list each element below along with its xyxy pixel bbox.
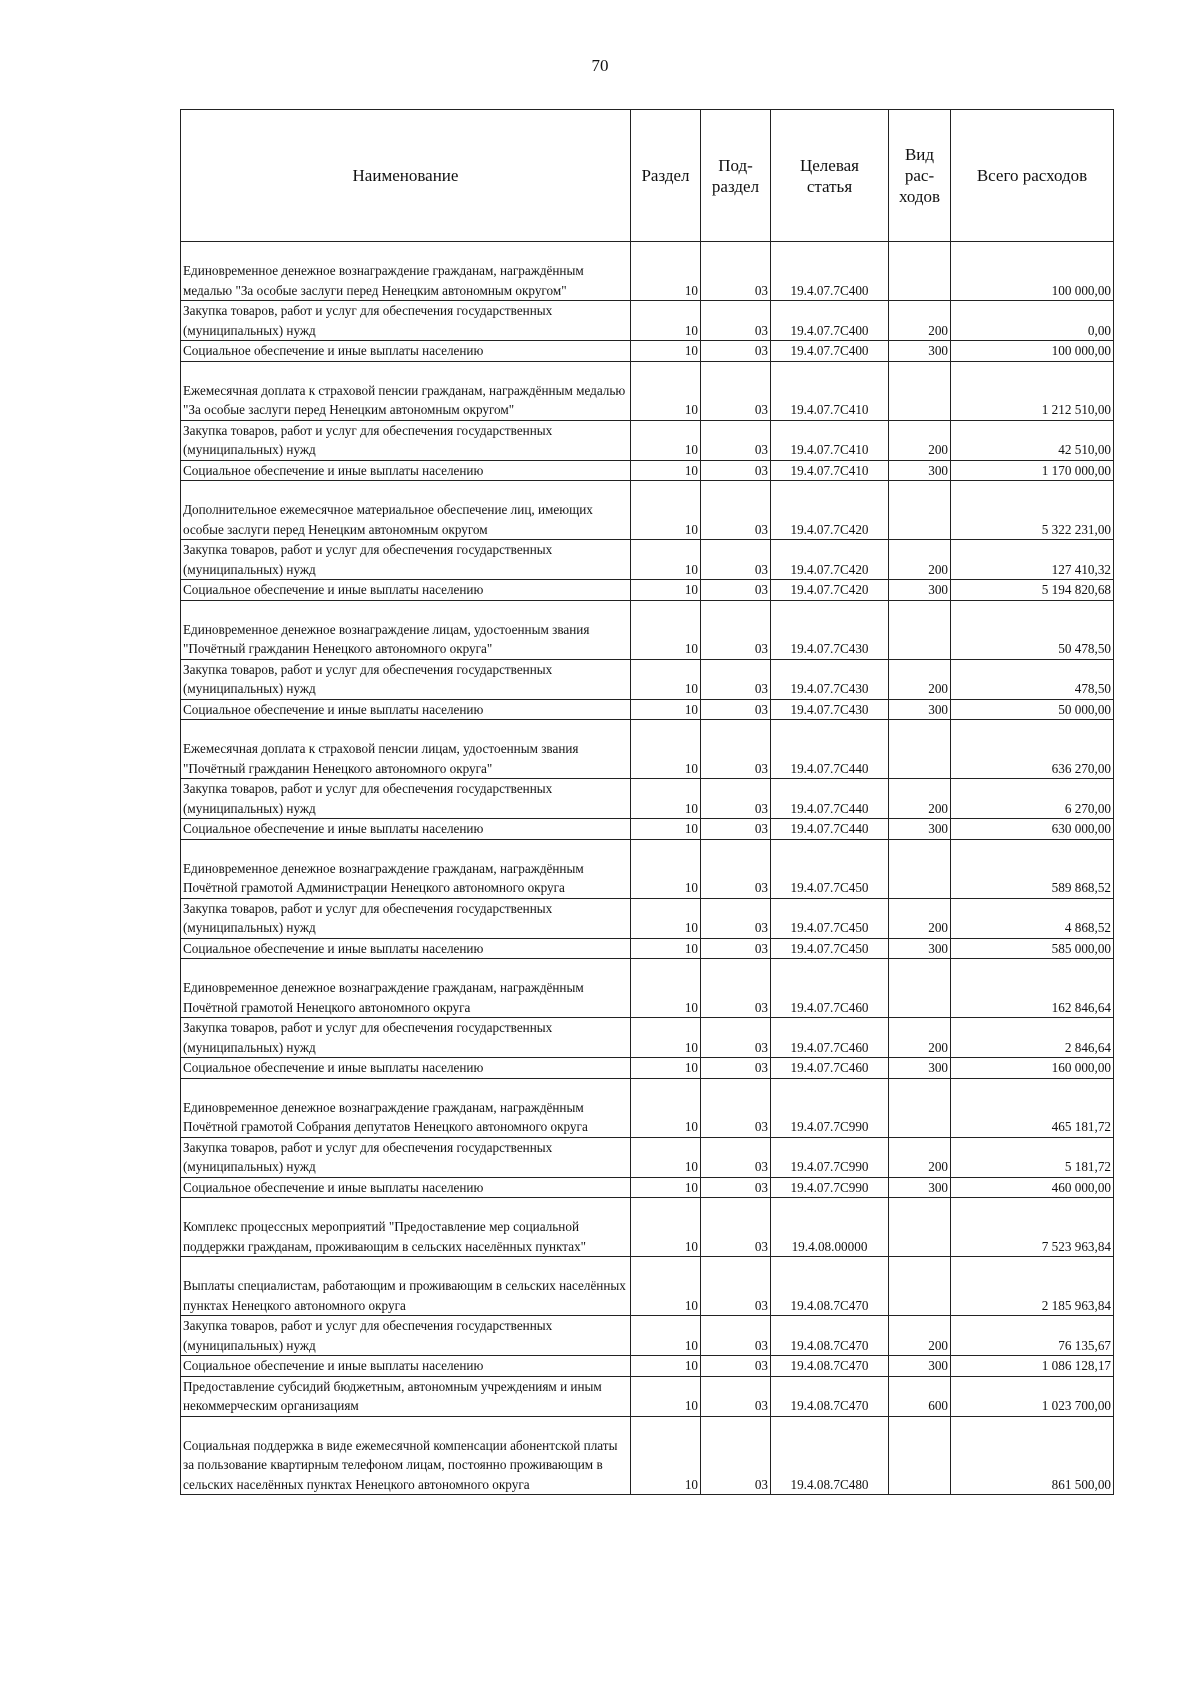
row-total: 465 181,72 xyxy=(951,1078,1114,1137)
table-body xyxy=(181,242,1114,1495)
table-row xyxy=(181,839,1114,898)
row-section: 10 xyxy=(631,301,701,341)
table-row xyxy=(181,1078,1114,1137)
row-target-article: 19.4.07.7С450 xyxy=(771,839,889,898)
row-expense-kind: 300 xyxy=(889,699,951,720)
row-section: 10 xyxy=(631,1137,701,1177)
row-total: 460 000,00 xyxy=(951,1177,1114,1198)
row-section: 10 xyxy=(631,938,701,959)
row-target-article: 19.4.07.7С450 xyxy=(771,938,889,959)
row-subsection: 03 xyxy=(701,540,771,580)
row-target-article: 19.4.07.7С400 xyxy=(771,242,889,301)
row-total: 50 478,50 xyxy=(951,600,1114,659)
row-total: 589 868,52 xyxy=(951,839,1114,898)
row-target-article: 19.4.08.7С470 xyxy=(771,1257,889,1316)
table-row xyxy=(181,341,1114,362)
row-target-article: 19.4.08.7С480 xyxy=(771,1416,889,1495)
row-subsection: 03 xyxy=(701,1018,771,1058)
row-subsection: 03 xyxy=(701,242,771,301)
row-expense-kind: 200 xyxy=(889,301,951,341)
row-total: 0,00 xyxy=(951,301,1114,341)
row-expense-kind: 300 xyxy=(889,1356,951,1377)
row-name: Закупка товаров, работ и услуг для обеспечения государственных (муниципальных) нужд xyxy=(181,1137,631,1177)
row-name: Закупка товаров, работ и услуг для обеспечения государственных (муниципальных) нужд xyxy=(181,779,631,819)
row-section: 10 xyxy=(631,659,701,699)
row-expense-kind: 300 xyxy=(889,819,951,840)
table-row xyxy=(181,481,1114,540)
row-total: 1 170 000,00 xyxy=(951,460,1114,481)
table-row xyxy=(181,1198,1114,1257)
row-target-article: 19.4.07.7С400 xyxy=(771,301,889,341)
row-name: Социальное обеспечение и иные выплаты населению xyxy=(181,580,631,601)
row-name: Закупка товаров, работ и услуг для обеспечения государственных (муниципальных) нужд xyxy=(181,420,631,460)
row-section: 10 xyxy=(631,1018,701,1058)
row-target-article: 19.4.07.7С420 xyxy=(771,540,889,580)
row-total: 100 000,00 xyxy=(951,242,1114,301)
col-header-kind: Вид рас- ходов xyxy=(889,110,951,242)
row-section: 10 xyxy=(631,242,701,301)
row-subsection: 03 xyxy=(701,659,771,699)
row-section: 10 xyxy=(631,959,701,1018)
row-subsection: 03 xyxy=(701,1137,771,1177)
row-target-article: 19.4.08.7С470 xyxy=(771,1316,889,1356)
row-target-article: 19.4.07.7С410 xyxy=(771,460,889,481)
row-subsection: 03 xyxy=(701,420,771,460)
row-subsection: 03 xyxy=(701,699,771,720)
row-subsection: 03 xyxy=(701,1416,771,1495)
row-target-article: 19.4.08.7С470 xyxy=(771,1376,889,1416)
row-subsection: 03 xyxy=(701,779,771,819)
row-expense-kind: 200 xyxy=(889,898,951,938)
row-section: 10 xyxy=(631,481,701,540)
row-subsection: 03 xyxy=(701,1198,771,1257)
row-name: Социальное обеспечение и иные выплаты населению xyxy=(181,1058,631,1079)
row-name: Социальное обеспечение и иные выплаты населению xyxy=(181,1177,631,1198)
row-total: 5 322 231,00 xyxy=(951,481,1114,540)
row-name: Выплаты специалистам, работающим и проживающим в сельских населённых пунктах Ненецкого автономного округа xyxy=(181,1257,631,1316)
table-row xyxy=(181,242,1114,301)
row-name: Дополнительное ежемесячное материальное обеспечение лиц, имеющих особые заслуги перед Ненецким автономным округом xyxy=(181,481,631,540)
table-row xyxy=(181,1316,1114,1356)
row-subsection: 03 xyxy=(701,600,771,659)
table-row xyxy=(181,600,1114,659)
row-subsection: 03 xyxy=(701,1257,771,1316)
col-header-subsection: Под- раздел xyxy=(701,110,771,242)
row-target-article: 19.4.08.7С470 xyxy=(771,1356,889,1377)
row-subsection: 03 xyxy=(701,341,771,362)
row-target-article: 19.4.07.7С450 xyxy=(771,898,889,938)
row-target-article: 19.4.07.7С440 xyxy=(771,819,889,840)
row-expense-kind: 200 xyxy=(889,1018,951,1058)
row-target-article: 19.4.07.7С460 xyxy=(771,1058,889,1079)
budget-table xyxy=(180,109,1114,1495)
table-row xyxy=(181,1416,1114,1495)
row-section: 10 xyxy=(631,1078,701,1137)
row-name: Единовременное денежное вознаграждение гражданам, награждённым Почётной грамотой Ненецкого автономного округа xyxy=(181,959,631,1018)
row-target-article: 19.4.07.7С460 xyxy=(771,959,889,1018)
row-target-article: 19.4.07.7С440 xyxy=(771,779,889,819)
row-total: 1 023 700,00 xyxy=(951,1376,1114,1416)
row-section: 10 xyxy=(631,839,701,898)
row-expense-kind: 300 xyxy=(889,1058,951,1079)
row-subsection: 03 xyxy=(701,1058,771,1079)
row-total: 478,50 xyxy=(951,659,1114,699)
row-section: 10 xyxy=(631,1058,701,1079)
row-subsection: 03 xyxy=(701,1177,771,1198)
table-row xyxy=(181,1257,1114,1316)
row-expense-kind xyxy=(889,600,951,659)
row-subsection: 03 xyxy=(701,460,771,481)
row-total: 1 086 128,17 xyxy=(951,1356,1114,1377)
col-header-name: Наименование xyxy=(181,110,631,242)
table-row xyxy=(181,420,1114,460)
row-expense-kind xyxy=(889,242,951,301)
row-name: Комплекс процессных мероприятий "Предоставление мер социальной поддержки гражданам, проживающим в сельских населённых пунктах" xyxy=(181,1198,631,1257)
row-total: 6 270,00 xyxy=(951,779,1114,819)
row-name: Предоставление субсидий бюджетным, автономным учреждениям и иным некоммерческим организациям xyxy=(181,1376,631,1416)
page-number: 70 xyxy=(591,56,609,75)
table-row xyxy=(181,659,1114,699)
row-total: 162 846,64 xyxy=(951,959,1114,1018)
row-name: Социальное обеспечение и иные выплаты населению xyxy=(181,1356,631,1377)
col-header-target: Целевая статья xyxy=(771,110,889,242)
table-row xyxy=(181,301,1114,341)
table-row xyxy=(181,1137,1114,1177)
row-name: Единовременное денежное вознаграждение гражданам, награждённым Почётной грамотой Собрания депутатов Ненецкого автономного округа xyxy=(181,1078,631,1137)
row-target-article: 19.4.08.00000 xyxy=(771,1198,889,1257)
row-target-article: 19.4.07.7С420 xyxy=(771,580,889,601)
row-total: 100 000,00 xyxy=(951,341,1114,362)
row-total: 861 500,00 xyxy=(951,1416,1114,1495)
row-total: 5 194 820,68 xyxy=(951,580,1114,601)
table-row xyxy=(181,1376,1114,1416)
row-expense-kind: 200 xyxy=(889,659,951,699)
table-row xyxy=(181,1177,1114,1198)
row-expense-kind xyxy=(889,1257,951,1316)
row-section: 10 xyxy=(631,361,701,420)
row-name: Единовременное денежное вознаграждение гражданам, награждённым Почётной грамотой Администрации Ненецкого автономного округа xyxy=(181,839,631,898)
row-expense-kind xyxy=(889,720,951,779)
row-total: 636 270,00 xyxy=(951,720,1114,779)
row-total: 42 510,00 xyxy=(951,420,1114,460)
row-name: Социальная поддержка в виде ежемесячной компенсации абонентской платы за пользование квартирным телефоном лицам, постоянно проживающим в сельских населённых пунктах Ненецкого автономного округа xyxy=(181,1416,631,1495)
row-subsection: 03 xyxy=(701,938,771,959)
row-target-article: 19.4.07.7С460 xyxy=(771,1018,889,1058)
row-target-article: 19.4.07.7С990 xyxy=(771,1177,889,1198)
table-header-row xyxy=(181,110,1114,242)
row-target-article: 19.4.07.7С990 xyxy=(771,1137,889,1177)
row-name: Закупка товаров, работ и услуг для обеспечения государственных (муниципальных) нужд xyxy=(181,898,631,938)
row-total: 630 000,00 xyxy=(951,819,1114,840)
row-total: 585 000,00 xyxy=(951,938,1114,959)
row-name: Закупка товаров, работ и услуг для обеспечения государственных (муниципальных) нужд xyxy=(181,659,631,699)
row-section: 10 xyxy=(631,460,701,481)
row-target-article: 19.4.07.7С430 xyxy=(771,659,889,699)
row-name: Ежемесячная доплата к страховой пенсии лицам, удостоенным звания "Почётный гражданин Ненецкого автономного округа" xyxy=(181,720,631,779)
row-subsection: 03 xyxy=(701,481,771,540)
row-total: 160 000,00 xyxy=(951,1058,1114,1079)
table-row xyxy=(181,959,1114,1018)
row-expense-kind: 300 xyxy=(889,460,951,481)
row-expense-kind: 600 xyxy=(889,1376,951,1416)
row-expense-kind: 300 xyxy=(889,580,951,601)
row-section: 10 xyxy=(631,600,701,659)
row-expense-kind xyxy=(889,1078,951,1137)
row-subsection: 03 xyxy=(701,1376,771,1416)
table-row xyxy=(181,1058,1114,1079)
col-header-section: Раздел xyxy=(631,110,701,242)
row-total: 4 868,52 xyxy=(951,898,1114,938)
row-total: 5 181,72 xyxy=(951,1137,1114,1177)
row-section: 10 xyxy=(631,341,701,362)
row-name: Единовременное денежное вознаграждение гражданам, награждённым медалью "За особые заслуги перед Ненецким автономным округом" xyxy=(181,242,631,301)
row-target-article: 19.4.07.7С400 xyxy=(771,341,889,362)
col-header-total: Всего расходов xyxy=(951,110,1114,242)
row-total: 7 523 963,84 xyxy=(951,1198,1114,1257)
table-row xyxy=(181,938,1114,959)
row-target-article: 19.4.07.7С410 xyxy=(771,361,889,420)
row-expense-kind xyxy=(889,1198,951,1257)
table-row xyxy=(181,779,1114,819)
row-expense-kind: 200 xyxy=(889,420,951,460)
row-total: 127 410,32 xyxy=(951,540,1114,580)
table-row xyxy=(181,1356,1114,1377)
row-section: 10 xyxy=(631,819,701,840)
row-target-article: 19.4.07.7С990 xyxy=(771,1078,889,1137)
row-target-article: 19.4.07.7С410 xyxy=(771,420,889,460)
row-section: 10 xyxy=(631,540,701,580)
row-section: 10 xyxy=(631,420,701,460)
row-subsection: 03 xyxy=(701,580,771,601)
row-section: 10 xyxy=(631,1257,701,1316)
row-target-article: 19.4.07.7С430 xyxy=(771,600,889,659)
table-row xyxy=(181,540,1114,580)
row-section: 10 xyxy=(631,1356,701,1377)
row-name: Социальное обеспечение и иные выплаты населению xyxy=(181,460,631,481)
row-expense-kind: 300 xyxy=(889,938,951,959)
row-expense-kind xyxy=(889,361,951,420)
row-subsection: 03 xyxy=(701,839,771,898)
row-expense-kind: 200 xyxy=(889,540,951,580)
table-row xyxy=(181,580,1114,601)
row-target-article: 19.4.07.7С420 xyxy=(771,481,889,540)
row-name: Закупка товаров, работ и услуг для обеспечения государственных (муниципальных) нужд xyxy=(181,540,631,580)
row-total: 76 135,67 xyxy=(951,1316,1114,1356)
table-row xyxy=(181,898,1114,938)
row-name: Закупка товаров, работ и услуг для обеспечения государственных (муниципальных) нужд xyxy=(181,301,631,341)
table-row xyxy=(181,699,1114,720)
row-subsection: 03 xyxy=(701,898,771,938)
row-name: Социальное обеспечение и иные выплаты населению xyxy=(181,341,631,362)
row-subsection: 03 xyxy=(701,361,771,420)
row-name: Социальное обеспечение и иные выплаты населению xyxy=(181,699,631,720)
table-row xyxy=(181,1018,1114,1058)
row-subsection: 03 xyxy=(701,959,771,1018)
row-name: Ежемесячная доплата к страховой пенсии гражданам, награждённым медалью "За особые заслуги перед Ненецким автономным округом" xyxy=(181,361,631,420)
row-expense-kind xyxy=(889,839,951,898)
row-section: 10 xyxy=(631,779,701,819)
table-row xyxy=(181,460,1114,481)
row-subsection: 03 xyxy=(701,301,771,341)
row-section: 10 xyxy=(631,1177,701,1198)
row-name: Закупка товаров, работ и услуг для обеспечения государственных (муниципальных) нужд xyxy=(181,1316,631,1356)
row-name: Социальное обеспечение и иные выплаты населению xyxy=(181,819,631,840)
row-expense-kind xyxy=(889,481,951,540)
row-total: 1 212 510,00 xyxy=(951,361,1114,420)
row-section: 10 xyxy=(631,699,701,720)
row-subsection: 03 xyxy=(701,1078,771,1137)
row-section: 10 xyxy=(631,1416,701,1495)
row-expense-kind xyxy=(889,1416,951,1495)
table-row xyxy=(181,819,1114,840)
row-subsection: 03 xyxy=(701,1356,771,1377)
row-expense-kind: 200 xyxy=(889,779,951,819)
row-expense-kind: 300 xyxy=(889,1177,951,1198)
row-target-article: 19.4.07.7С440 xyxy=(771,720,889,779)
row-total: 2 846,64 xyxy=(951,1018,1114,1058)
row-section: 10 xyxy=(631,1316,701,1356)
row-section: 10 xyxy=(631,720,701,779)
row-target-article: 19.4.07.7С430 xyxy=(771,699,889,720)
row-name: Социальное обеспечение и иные выплаты населению xyxy=(181,938,631,959)
row-expense-kind: 200 xyxy=(889,1316,951,1356)
table-row xyxy=(181,361,1114,420)
row-expense-kind: 300 xyxy=(889,341,951,362)
row-section: 10 xyxy=(631,1376,701,1416)
row-section: 10 xyxy=(631,1198,701,1257)
row-name: Единовременное денежное вознаграждение лицам, удостоенным звания "Почётный гражданин Ненецкого автономного округа" xyxy=(181,600,631,659)
row-total: 2 185 963,84 xyxy=(951,1257,1114,1316)
row-section: 10 xyxy=(631,898,701,938)
row-subsection: 03 xyxy=(701,819,771,840)
row-subsection: 03 xyxy=(701,720,771,779)
row-section: 10 xyxy=(631,580,701,601)
row-expense-kind xyxy=(889,959,951,1018)
table-row xyxy=(181,720,1114,779)
row-name: Закупка товаров, работ и услуг для обеспечения государственных (муниципальных) нужд xyxy=(181,1018,631,1058)
row-total: 50 000,00 xyxy=(951,699,1114,720)
row-expense-kind: 200 xyxy=(889,1137,951,1177)
row-subsection: 03 xyxy=(701,1316,771,1356)
